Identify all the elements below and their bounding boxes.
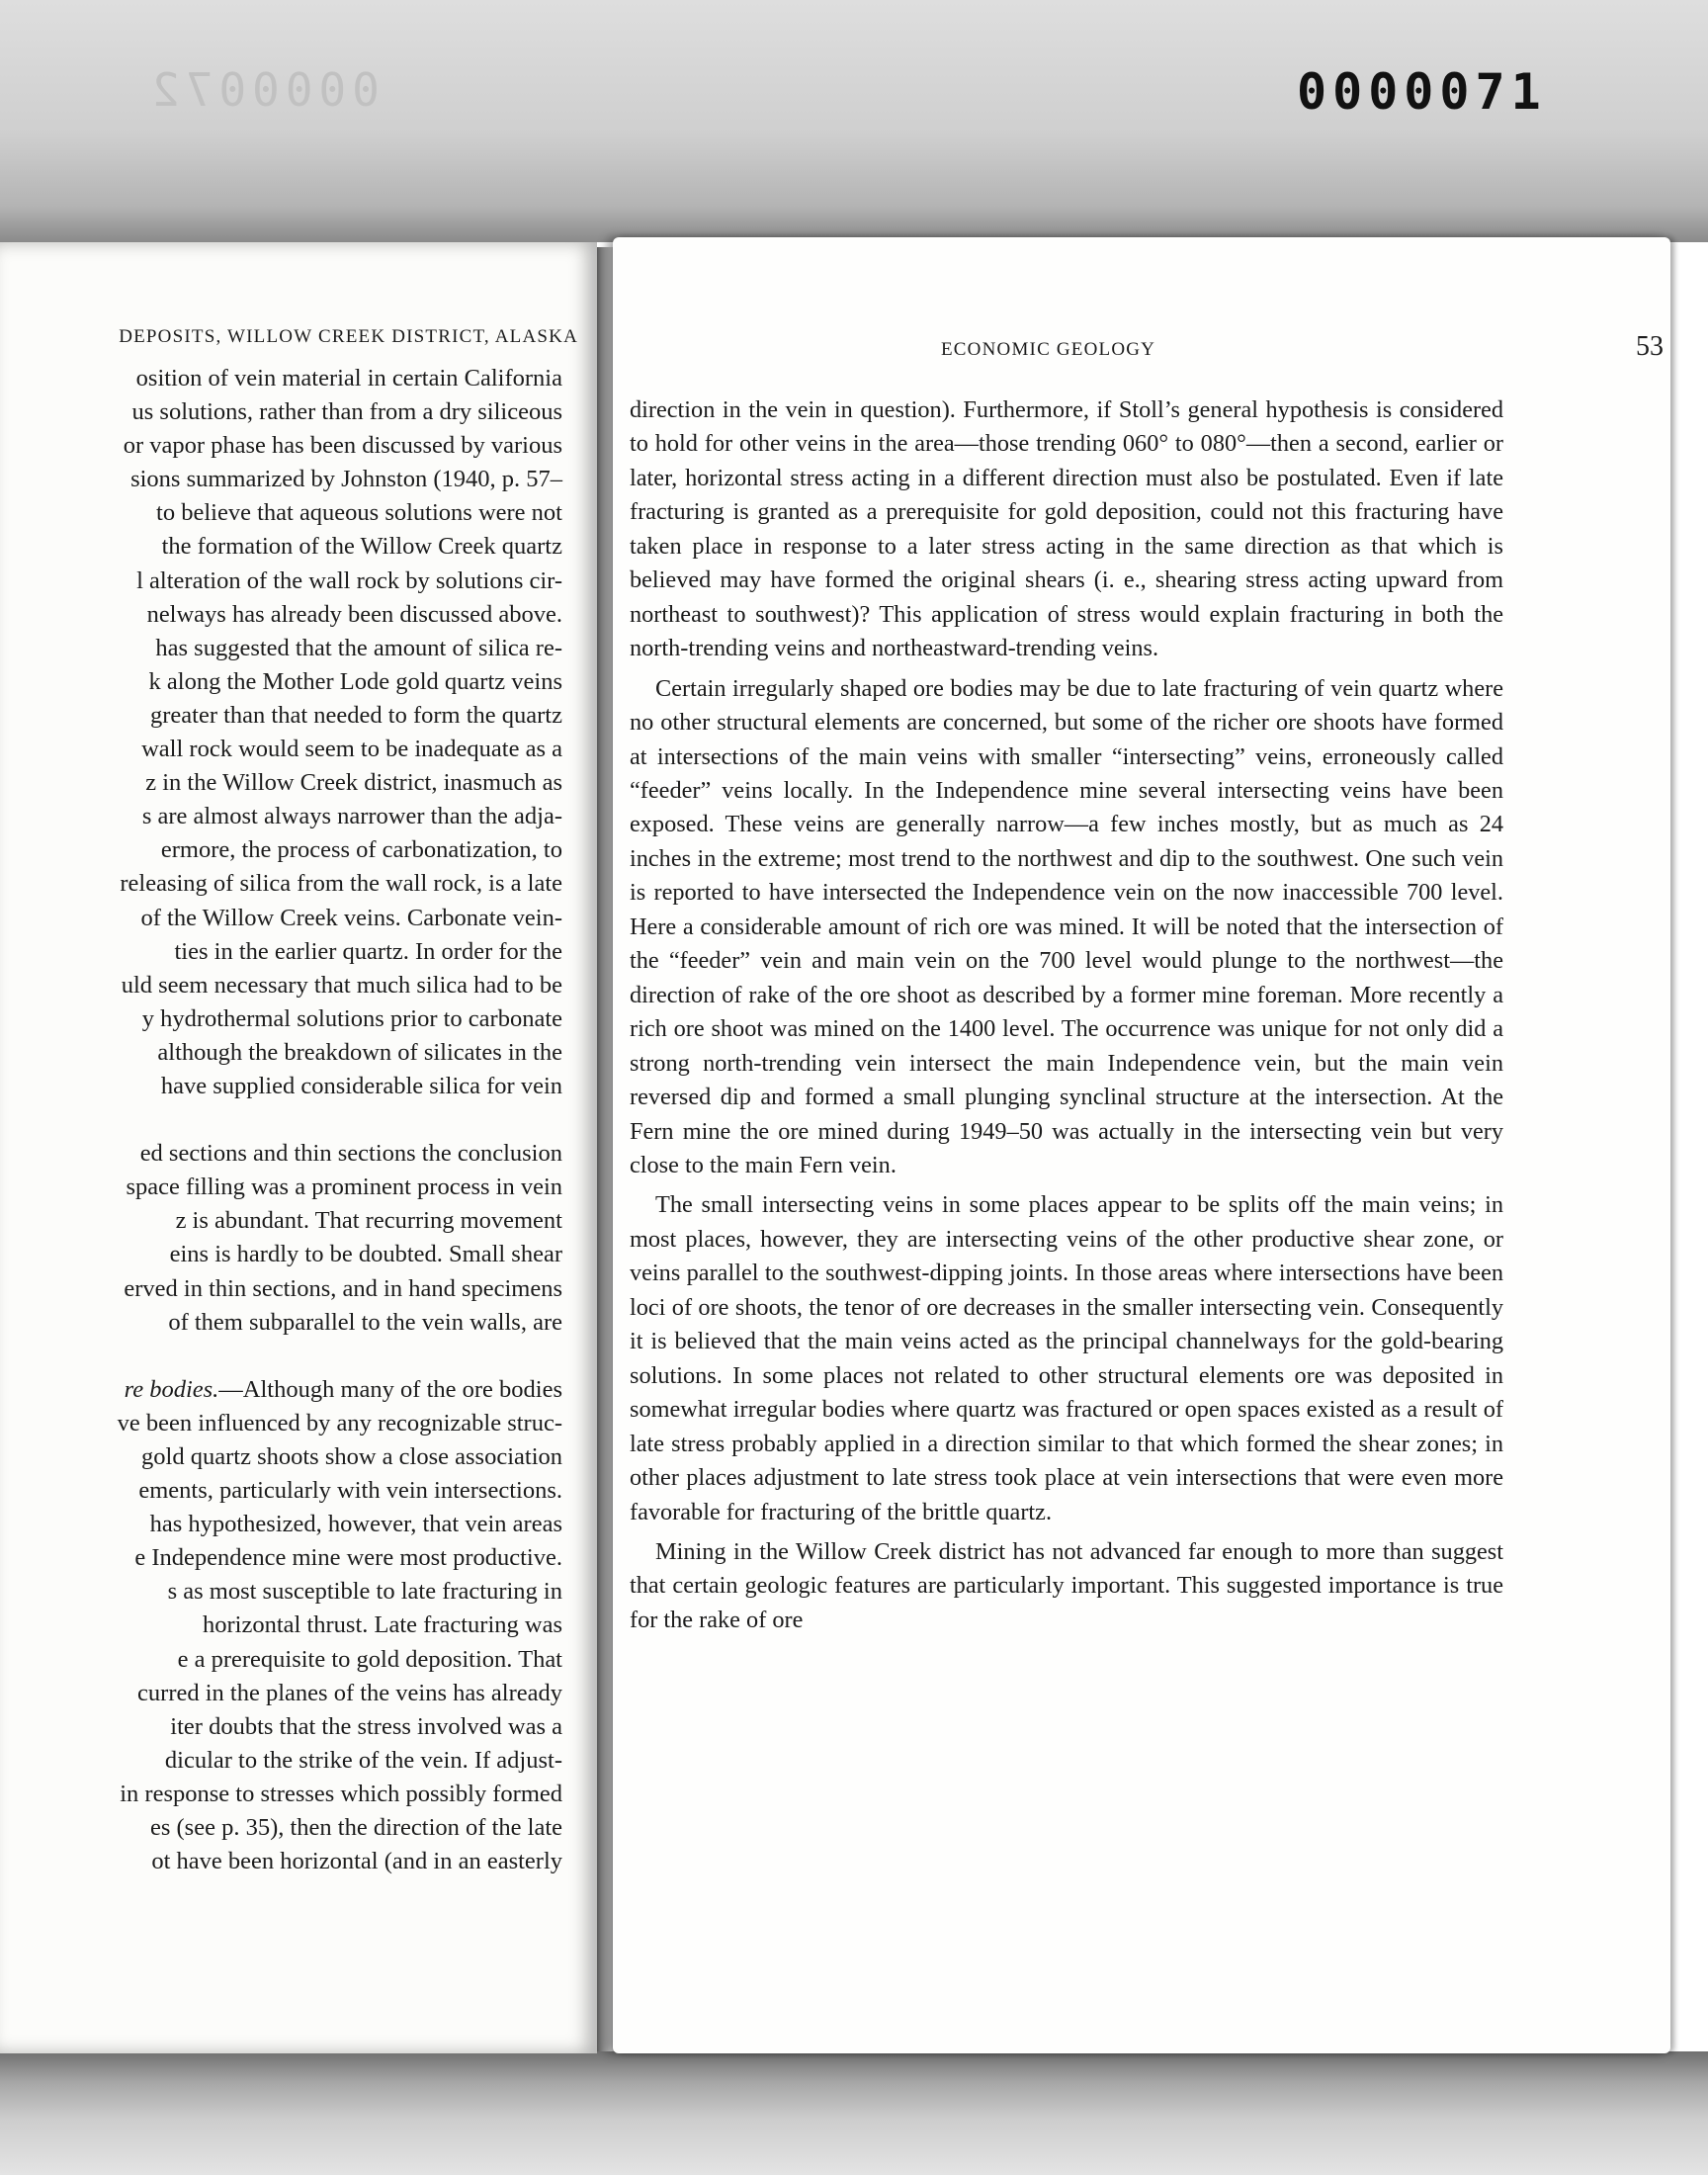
text-line: in response to stresses which possibly formed [120,1780,562,1807]
text-line: have supplied considerable silica for vein [160,1072,562,1099]
text-line: eins is hardly to be doubted. Small shear [169,1241,562,1268]
text-line: s as most susceptible to late fracturing in [167,1578,562,1606]
text-line: although the breakdown of silicates in the [157,1038,562,1066]
left-page-text [0,362,562,1878]
text-line: erved in thin sections, and in hand specimens [124,1274,562,1302]
text-line: has hypothesized, however, that vein areas [149,1511,562,1538]
text-line: sions summarized by Johnston (1940, p. 57– [130,466,562,493]
text-line: of them subparallel to the vein walls, are [168,1308,562,1336]
text-line: ermore, the process of carbonatization, to [160,836,562,864]
text-line: ot have been horizontal (and in an easterly [151,1848,562,1875]
text-line: e a prerequisite to gold deposition. That [177,1645,562,1673]
text-line: or vapor phase has been discussed by various [123,432,562,460]
text-line: iter doubts that the stress involved was a [170,1712,562,1740]
text-line: ties in the earlier quartz. In order for the [174,937,562,965]
paragraph: direction in the vein in question). Furthermore, if Stoll’s general hypothesis is considered to hold for other veins in the area—those trending 060° to 080°—then a second, earlier or later, horizontal stress acting in a different direction must also be postulated. Even if late fracturing is granted as a prerequisite for gold deposition, could not this fracturing have taken place in response to a later stress acting in the same direction as that which is believed may have formed the original shears (i. e., shearing stress acting upward from northeast to southwest)? This application of stress would explain fracturing in both the north-trending veins and northeastward-trending veins. [630,396,1503,662]
text-line: releasing of silica from the wall rock, is a late [120,870,562,898]
text-line: us solutions, rather than from a dry siliceous [131,398,562,426]
text-line: space filling was a prominent process in vein [126,1174,562,1201]
scan-top-shadow [0,0,1708,242]
bleed-through-frame-number: 0000072 [146,63,380,117]
text-line [0,1340,562,1373]
page-number: 53 [1636,331,1664,362]
text-line: re bodies.—Although many of the ore bodies [124,1375,562,1403]
text-line: ed sections and thin sections the conclusion [139,1140,562,1168]
text-line: ve been influenced by any recognizable struc- [117,1409,562,1436]
text-line: curred in the planes of the veins has already [137,1679,562,1706]
text-line: dicular to the strike of the vein. If adjust- [164,1746,562,1774]
text-line: uld seem necessary that much silica had to be [121,971,562,999]
text-line: s are almost always narrower than the adja- [141,803,562,830]
text-line [0,1103,562,1137]
text-line: z is abundant. That recurring movement [175,1207,562,1235]
text-line: horizontal thrust. Late fracturing was [203,1611,562,1639]
right-running-head-title: ECONOMIC GEOLOGY [941,339,1156,360]
text-line: es (see p. 35), then the direction of the late [149,1814,562,1842]
text-line: has suggested that the amount of silica re- [155,634,562,661]
frame-number: 0000071 [1297,63,1547,121]
left-running-head: DEPOSITS, WILLOW CREEK DISTRICT, ALASKA [119,326,578,347]
paragraph: Certain irregularly shaped ore bodies may be due to late fracturing of vein quartz where no other structural elements are concerned, but some of the richer ore shoots have formed at intersections of the main veins with smaller “intersecting” veins, erroneously called “feeder” veins locally. In the Independence mine several intersecting veins have been exposed. These veins are generally narrow—a few inches mostly, but as much as 24 inches in the extreme; most trend to the northwest and dip to the southwest. One such vein is reported to have intersected the Independence vein on the now inaccessible 700 level. Here a considerable amount of rich ore was mined. It will be noted that the intersection of the “feeder” vein and main vein on the 700 level would plunge to the northwest—the direction of rake of the ore shoot as described by a former mine foreman. More recently a rich ore shoot was mined on the 1400 level. The occurrence was unique for not only did a strong north-trending vein intersect the main Independence vein, but the main vein reversed dip and formed a small plunging synclinal structure at the intersection. At the Fern mine the ore mined during 1949–50 was actually in the intersecting vein but very close to the main Fern vein. [630,674,1503,1178]
paragraph: The small intersecting veins in some places appear to be splits off the main veins; in most places, however, they are intersecting veins of the other productive shear zone, or veins parallel to the southwest-dipping joints. In those areas where intersections have been loci of ore shoots, the tenor of ore decreases in the smaller intersecting vein. Consequently it is believed that the main veins acted as the principal channelways for the gold-bearing solutions. In some places not related to other structural elements ore was deposited in somewhat irregular bodies where quartz was fractured or open spaces existed as a result of late stress probably applied in a direction similar to that which formed the shear zones; in other places adjustment to late stress took place at vein intersections that were even more favorable for fracturing of the brittle quartz. [630,1191,1503,1525]
paragraph: Mining in the Willow Creek district has not advanced far enough to more than suggest that certain geologic features are particularly important. This suggested importance is true for the rake of ore [630,1537,1503,1633]
text-line: z in the Willow Creek district, inasmuch as [145,769,562,797]
text-line: of the Willow Creek veins. Carbonate vein- [140,904,562,931]
text-line: y hydrothermal solutions prior to carbonate [141,1004,562,1032]
text-line: osition of vein material in certain California [135,365,562,392]
text-line: ements, particularly with vein intersections. [138,1477,562,1505]
text-line: nelways has already been discussed above. [146,600,562,628]
text-line: l alteration of the wall rock by solutions cir- [136,566,562,594]
text-line: to believe that aqueous solutions were not [156,499,562,527]
text-line: e Independence mine were most productive. [134,1544,562,1572]
text-line: k along the Mother Lode gold quartz veins [148,667,562,695]
right-page-text [630,393,1503,1637]
text-line: the formation of the Willow Creek quartz [161,533,562,561]
text-line: gold quartz shoots show a close association [141,1443,562,1470]
scan-bottom-shadow [0,2051,1708,2175]
text-line: wall rock would seem to be inadequate as a [141,736,562,763]
text-line: greater than that needed to form the quartz [150,701,562,729]
